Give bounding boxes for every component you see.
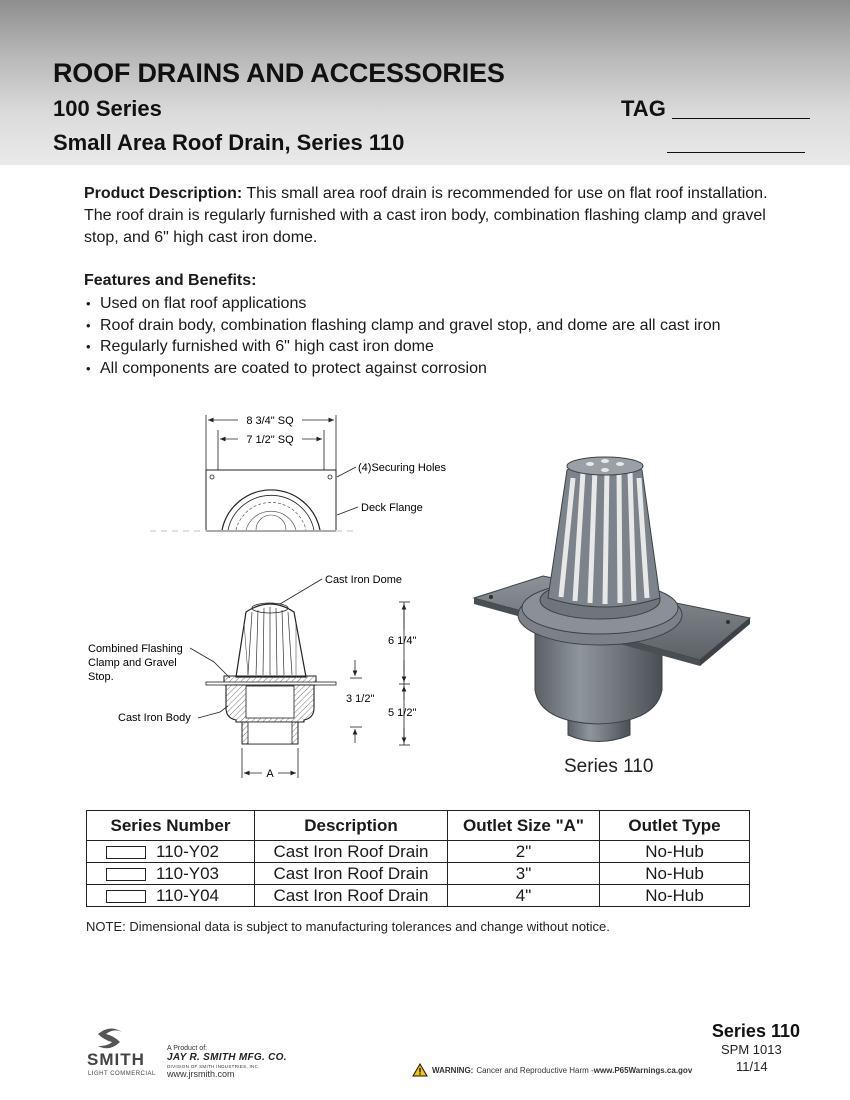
- company-name: JAY R. SMITH MFG. CO.: [167, 1052, 287, 1063]
- tag-line-second: [667, 152, 805, 153]
- type-cell: No-Hub: [600, 863, 750, 885]
- clamp-label-line3: Stop.: [88, 671, 114, 683]
- series-number: 110-Y02: [156, 841, 220, 861]
- warning-text: Cancer and Reproductive Harm -: [476, 1065, 594, 1075]
- features-list: [84, 293, 721, 379]
- dome-label: Cast Iron Dome: [325, 574, 403, 586]
- product-subtitle: Small Area Roof Drain, Series 110: [53, 130, 405, 155]
- warning-label: WARNING:: [432, 1065, 474, 1075]
- select-checkbox[interactable]: [106, 890, 146, 903]
- series-cell: [87, 841, 255, 863]
- tag-line: [672, 118, 810, 119]
- col-outlet-size: Outlet Size "A": [448, 811, 600, 841]
- holes-label: (4)Securing Holes: [358, 462, 447, 474]
- list-item: • Roof drain body, combination flashing clamp and gravel stop, and dome are all cast iron: [84, 315, 721, 337]
- list-item: • Regularly furnished with 6" high cast iron dome: [84, 336, 721, 358]
- footer-date: 11/14: [736, 1059, 768, 1074]
- technical-drawing: [0, 400, 850, 790]
- series-cell: [87, 863, 255, 885]
- footer-spm: SPM 1013: [721, 1042, 782, 1057]
- table-row: [87, 841, 750, 863]
- outlet-dim-label: A: [266, 768, 274, 780]
- dome-height-label: 6 1/4": [388, 635, 417, 647]
- page-title: ROOF DRAINS AND ACCESSORIES: [53, 58, 505, 88]
- warning-url[interactable]: www.P65Warnings.ca.gov: [593, 1065, 693, 1075]
- type-cell: No-Hub: [600, 885, 750, 907]
- smith-brand-sub: LIGHT COMMERCIAL: [88, 1071, 156, 1077]
- description-cell: Cast Iron Roof Drain: [255, 885, 448, 907]
- series-number: 110-Y03: [156, 863, 220, 883]
- size-cell: 2": [448, 841, 600, 863]
- product-photo: [474, 457, 750, 742]
- table-row: [87, 885, 750, 907]
- top-view: [150, 415, 447, 531]
- division-label: DIVISION OF SMITH INDUSTRIES, INC.: [167, 1064, 260, 1069]
- flange-label: Deck Flange: [361, 502, 423, 514]
- product-table: [86, 810, 750, 907]
- footer-series: Series 110: [711, 1021, 800, 1041]
- table-row: [87, 863, 750, 885]
- type-cell: No-Hub: [600, 841, 750, 863]
- product-description: [84, 183, 784, 249]
- description-cell: Cast Iron Roof Drain: [255, 841, 448, 863]
- body-label: Cast Iron Body: [118, 712, 191, 724]
- product-of-label: A Product of:: [167, 1045, 208, 1052]
- smith-brand: SMITH: [87, 1050, 145, 1069]
- body-height-label: 3 1/2": [346, 693, 375, 705]
- col-description: Description: [255, 811, 448, 841]
- description-text: This small area roof drain is recommended for use on flat roof installation. The roof drain is regularly furnished with a cast iron body, combination flashing clamp and gravel stop, and 6" high cast iron dome.: [84, 185, 768, 246]
- description-cell: Cast Iron Roof Drain: [255, 863, 448, 885]
- list-item: • Used on flat roof applications: [84, 293, 721, 315]
- col-outlet-type: Outlet Type: [600, 811, 750, 841]
- photo-caption: Series 110: [564, 756, 654, 777]
- col-series-number: Series Number: [87, 811, 255, 841]
- dimension-note: NOTE: Dimensional data is subject to manufacturing tolerances and change without notice.: [86, 919, 610, 934]
- table-header-row: [87, 811, 750, 841]
- features-heading: Features and Benefits:: [84, 272, 257, 289]
- tag-label: TAG: [621, 96, 666, 121]
- size-cell: 4": [448, 885, 600, 907]
- select-checkbox[interactable]: [106, 846, 146, 859]
- dim-outer-label: 8 3/4" SQ: [246, 415, 294, 427]
- description-label: Product Description:: [84, 185, 243, 202]
- website-link[interactable]: www.jrsmith.com: [167, 1069, 235, 1079]
- side-view: [88, 574, 416, 780]
- size-cell: 3": [448, 863, 600, 885]
- header-banner: [0, 0, 850, 165]
- dim-inner-label: 7 1/2" SQ: [246, 434, 294, 446]
- series-cell: [87, 885, 255, 907]
- series-heading: 100 Series: [53, 96, 162, 121]
- list-item: • All components are coated to protect against corrosion: [84, 358, 721, 380]
- prop65-warning: [412, 1063, 692, 1077]
- total-height-label: 5 1/2": [388, 707, 417, 719]
- series-number: 110-Y04: [156, 885, 220, 905]
- warning-triangle-icon: [412, 1063, 428, 1077]
- clamp-label-line2: Clamp and Gravel: [88, 657, 177, 669]
- select-checkbox[interactable]: [106, 868, 146, 881]
- clamp-label-line1: Combined Flashing: [88, 643, 183, 655]
